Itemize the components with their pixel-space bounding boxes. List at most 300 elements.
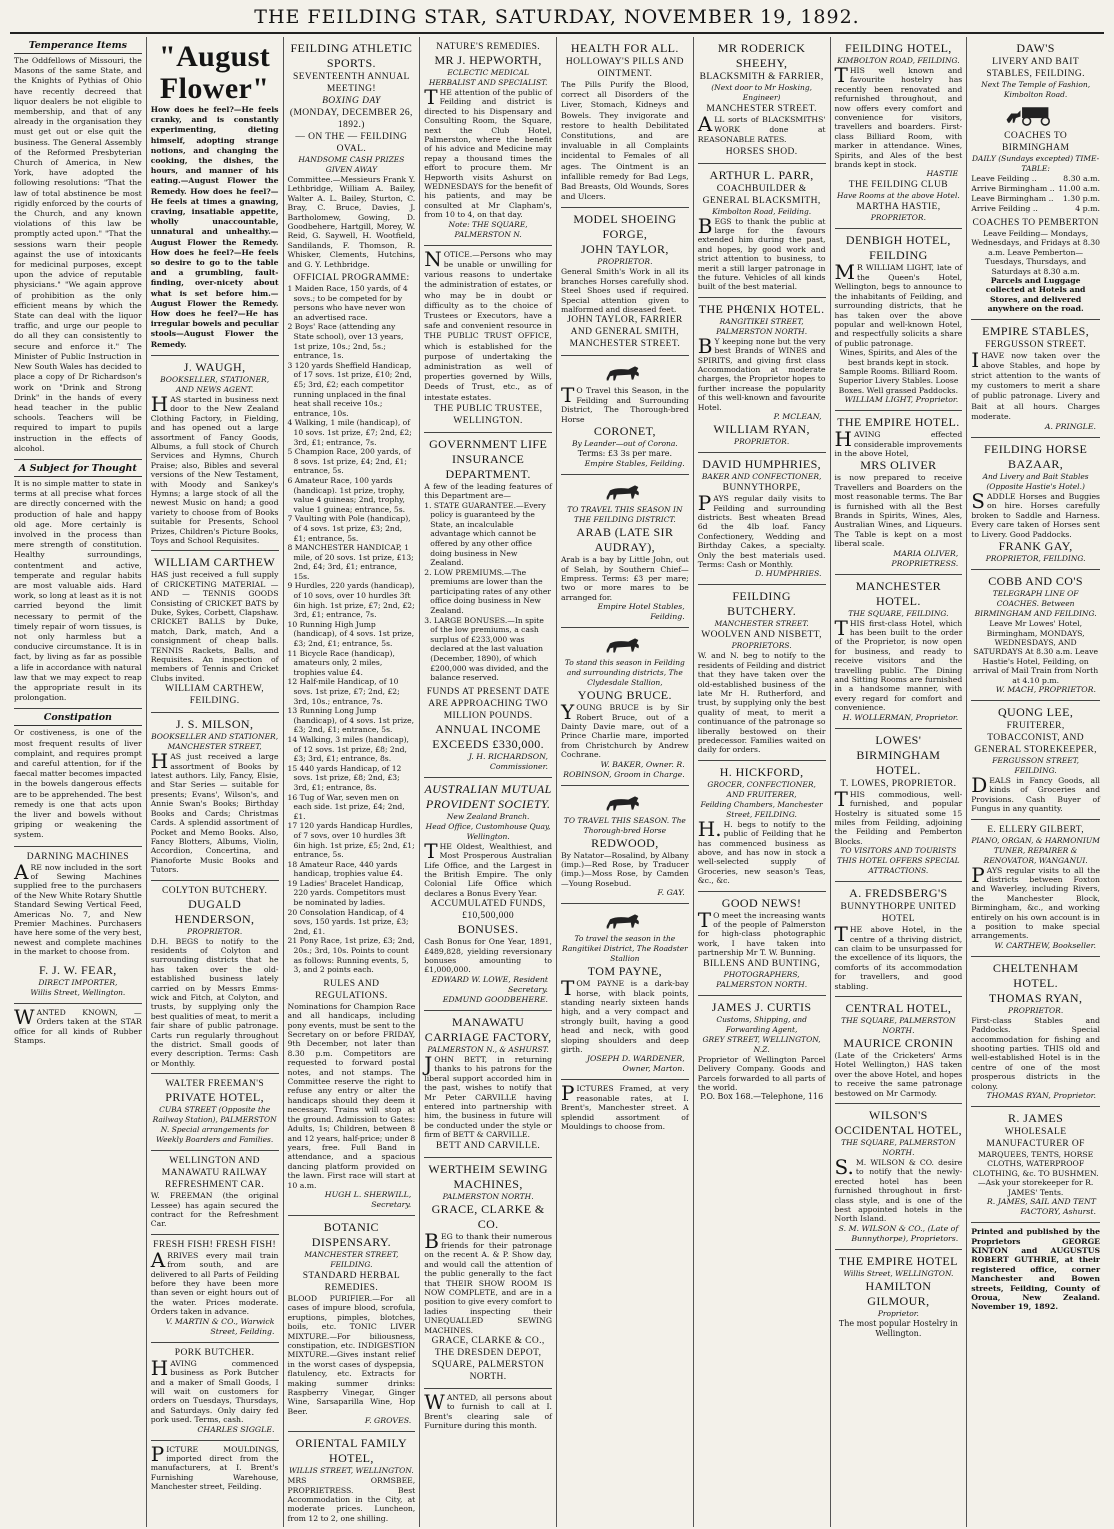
- gilbert-sub: PIANO, ORGAN, & HARMONIUM TUNER, REPAIRER & RENOVATOR, WANGANUI.: [971, 835, 1100, 865]
- oliver-text: is now prepared to receive Travellers and Boarders on the most reasonable terms. The Bar is furnished with all the Best Brands in Spirits, Wines, Ales, Australian Wines, and Liqueurs. The Table is kept on a most liberal scale.: [834, 473, 963, 549]
- taylor-sign: JOHN TAYLOR, FARRIER AND GENERAL SMITH, MANCHESTER STREET.: [567, 315, 683, 350]
- pear-name: F. J. W. FEAR,: [39, 962, 117, 977]
- arab-intro: TO TRAVEL THIS SEASON IN THE FEILDING DISTRICT.: [567, 505, 683, 525]
- freeman-hotel: PRIVATE HOTEL,: [165, 1090, 264, 1105]
- column-4: [420, 37, 557, 1527]
- milson-ad: [151, 713, 279, 880]
- athletic-sports-ad: [288, 37, 416, 1216]
- sports-day: BOXING DAY: [322, 96, 381, 106]
- james-tents-ad: [971, 1107, 1100, 1223]
- darning-text: ARE now included in the sort of Sewing Machines supplied free to the purchasers of the New White Rotary Shuttle Standard Sewing Vertical Feed, Americas No. 7, and New Premier Machines. Purchasers have here some of the very best, newest and complete machines in the market to choose from.: [14, 859, 142, 957]
- botanic-dispensary-ad: [288, 1216, 416, 1432]
- rules-sign: HUGH L. SHERWILL, Secretary.: [324, 1189, 412, 1209]
- fish-sign: V. MARTIN & CO., Warwick Street, Feilding.: [165, 1316, 275, 1336]
- thomas-ryan-sign: THOMAS RYAN, Proprietor.: [986, 1091, 1096, 1101]
- pork-butcher-ad: [151, 1343, 279, 1441]
- constipation-title: Constipation: [14, 713, 142, 726]
- wilson-text: S.M. WILSON & CO. desire to notify that the newly-erected hotel has been furnished throughout in first-class style, and is one of the best appointed hotels in the North Island.: [834, 1155, 963, 1224]
- daws-addr: Next The Temple of Fashion, Kimbolton Road.: [981, 80, 1091, 99]
- sheehy-name: MR RODERICK SHEEHY,: [717, 41, 806, 70]
- govt-item: 3. LARGE BONUSES.—In spite of the low premiums, a cash surplus of £233,000 was declared at the last valuation (December, 1890), of which £200,000 was divided, and the balance reserved.: [424, 615, 549, 683]
- column-3: [284, 37, 421, 1527]
- young-bruce-sign: W. BAKER, Owner. R. ROBINSON, Groom in Charge.: [563, 759, 685, 779]
- young-bruce-intro: To stand this season in Feilding and surrounding districts, The Clydesdale Stallion,: [564, 658, 685, 688]
- govt-item: 1. STATE GUARANTEE.—Every policy is guaranteed by the State, an incalculable advantage which cannot be offered by any other office doing business in New Zealand.: [424, 500, 546, 568]
- grace-text: BEG to thank their numerous friends for their patronage on the recent A. & P. Show day, and would call the attention of the public generally to the fact that THEIR SHOW ROOM IS NOW COMPLETE, and are in a position to give every comfort to ladies inspecting their UNEQUALLED SEWING MACHINES.: [424, 1228, 552, 1335]
- fish-title: FRESH FISH! FRESH FISH!: [153, 1239, 277, 1250]
- sports-title: FEILDING ATHLETIC SPORTS.: [290, 41, 413, 70]
- taylor-sub: PROPRIETOR.: [597, 257, 653, 267]
- fresh-fish-ad: [151, 1235, 279, 1343]
- hickford-addr: Feilding Chambers, Manchester Street, FEILDING.: [700, 799, 823, 819]
- parr-ad: [698, 164, 826, 298]
- income-title: ANNUAL INCOME EXCEEDS £330,000.: [432, 721, 545, 751]
- lowes-hotel-ad: [835, 729, 963, 882]
- sports-prizes: HANDSOME CASH PRIZES GIVEN AWAY: [298, 155, 405, 174]
- denbigh-list: Wines, Spirits, and Ales of the best brands kept in stock. Sample Rooms. Billiard Room. Superior Livery Stables. Loose Boxes. Well grassed Paddocks.: [838, 348, 959, 395]
- programme-item: 12 Half-mile Handicap, of 10 sovs. 1st prize, £7; 2nd, £2; 3rd, 10s.; entrance, 7s.: [287, 677, 400, 706]
- botanic-title: BOTANIC DISPENSARY.: [311, 1219, 391, 1249]
- feilding-hotel-sign: HASTIE: [926, 169, 959, 179]
- fredsberg-sub: BUNNYTHORPE UNITED HOTEL: [840, 902, 957, 925]
- cobb-text: Leave Mr Lowes' Hotel, Birmingham, MONDAYS, WEDNESDAYS, AND SATURDAYS At 8.30 a.m. Leave Hastie's Hotel, Feilding, on arrival of Mail Train from North at 4.10 p.m.: [973, 619, 1099, 685]
- timetable-row: Arrive Birmingham .. 11.00 a.m.: [971, 184, 1100, 193]
- parcels-text: Parcels and Luggage collected at Hotels and Stores, and delivered anywhere on the road.: [985, 276, 1086, 314]
- wanted-text: WANTED KNOWN, — Orders taken at the STAR office for all kinds of Rubber Stamps.: [14, 1004, 142, 1045]
- taylor-name: JOHN TAYLOR,: [580, 242, 669, 257]
- programme-item: 2 Boys' Race (attending any State school), over 13 years, 1st prize, 10s.; 2nd, 5s.; entrance, 1s.: [287, 322, 404, 361]
- notice-text: NOTICE.—Persons who may be unable or unwilling for various reasons to undertake the administration of estates, or who may be in doubt or difficulty as to the choice of Trustees or Executors, have a safe and convenient resource in THE PUBLIC TRUST OFFICE, which is established for the purpose of undertaking the administration as well of properties governed by Wills, Deeds of Trust, etc., as of intestate estates.: [424, 246, 552, 402]
- redwood-sign: F. GAY.: [657, 888, 685, 898]
- wertheim-sub: PALMERSTON NORTH.: [442, 1191, 534, 1201]
- denbigh-sign: WILLIAM LIGHT, Proprietor.: [844, 395, 959, 405]
- gilbert-ad: [971, 820, 1100, 957]
- model-title: MODEL SHOEING FORGE,: [573, 212, 677, 242]
- denbigh-hotel-ad: [835, 229, 963, 411]
- manchester-title: MANCHESTER HOTEL.: [855, 578, 942, 608]
- column-5: [557, 37, 694, 1527]
- arab-text: Arab is a bay by Little John, out of Selah, by Southern Chief—Empress. Terms: £3 per mare; two or more mares to be arranged for.: [561, 555, 689, 602]
- programme-item: 17 120 yards Handicap Hurdles, of 7 sovs, over 10 hurdles 3ft 6in high. 1st prize, £5; 2nd, £1; entrance, 5s.: [287, 821, 415, 860]
- hastie-sub: PROPRIETOR.: [870, 213, 926, 223]
- carthew-text: HAS just received a full supply of CRICKETING MATERIAL — AND — TENNIS GOODS Consisting of CRICKET BATS by Duke, Sykes, Corbett, Clapshaw. CRICKET BALLS by Duke, match, Dark, match, And a consignment of cheap balls. TENNIS Rackets, Balls, and Requisites. An inspection of members of Tennis and Cricket Clubs invited.: [150, 570, 279, 683]
- pork-title: PORK BUTCHER.: [174, 1347, 255, 1358]
- payne-sign: JOSEPH D. WARDENER, Owner, Marton.: [586, 1054, 685, 1074]
- gay-sub: PROPRIETOR, FEILDING.: [985, 554, 1086, 564]
- coach-icon: [1005, 103, 1067, 127]
- coronet-intro: TO Travel this Season, in the Feilding and Surrounding District, The Thorough-bred Horse: [561, 383, 689, 424]
- billens-title: BILLENS AND BUNTING,: [703, 958, 821, 969]
- august-line1: "August: [159, 40, 271, 73]
- funds-title: FUNDS AT PRESENT DATE ARE APPROACHING TWO MILLION POUNDS.: [426, 686, 550, 721]
- carriage-sub: PALMERSTON N., & ASHURST.: [427, 1044, 549, 1054]
- programme-item: 21 Pony Race, 1st prize, £3; 2nd, 20s.; 3rd, 10s. Points to count as follows: Running events, 5, 3, and 2 points each.: [287, 936, 415, 975]
- humphries-sub: BAKER AND CONFECTIONER,: [701, 472, 822, 482]
- rules-title: RULES AND REGULATIONS.: [315, 978, 388, 1001]
- holloway-text: The Pills Purify the Blood, correct all Disorders of the Liver, Stomach, Kidneys and Bowels. They invigorate and restore to health Debilitated Constitutions, and are invaluable in all Complaints incidental to Females of all ages. The Ointment is an infallible remedy for Bad Legs, Bad Breasts, Old Wounds, Sores and Ulcers.: [561, 80, 689, 202]
- pemberton-text: Leave Feilding— Mondays, Wednesdays, and Fridays at 8.30 a.m. Leave Pemberton— Tuesdays, Thursdays, and Saturdays at 8.30 a.m.: [971, 229, 1100, 276]
- darning-title: DARNING MACHINES: [26, 851, 129, 862]
- carthew-sign: WILLIAM CARTHEW, FEILDING.: [165, 684, 265, 707]
- hickford-text: H.H. begs to notify to the public of Feilding that he has commenced business as above, and has now in stock a well-selected supply of Groceries, new season's Teas, &c., &c.: [697, 816, 826, 886]
- empire-wellington-ad: [835, 1250, 963, 1344]
- lowes-text: THIS commodious, well-furnished, and popular Hostelry is situated some 15 miles from Feilding, adjoining the Feilding and Pemberton Blocks.: [834, 786, 963, 846]
- bonuses-title: BONUSES.: [457, 922, 519, 937]
- james-text: MARQUEES, TENTS, HORSE CLOTHS, WATERPROOF CLOTHING, &c. TO BUSHMEN.—Ask your storekeeper for R. JAMES' Tents.: [972, 1150, 1099, 1197]
- empire-text: HAVING effected considerable improvements in the above Hotel,: [834, 427, 963, 458]
- empire-hotel-ad: [835, 411, 963, 574]
- sheehy-ad: [698, 37, 826, 164]
- pictures-framed-ad: [561, 1080, 689, 1136]
- sports-committee: Committee.—Messieurs Frank Y. Lethbridge, William A. Bailey, Walter A. L. Bailey, Sturton, C. Bray, C. Bruce, Davies, J. Bartholomew, Gowing, D. Goodbehere, Hartgill, Morey, W. Reid, G. Saywell, H. Wootfield, Sandilands, F. Thomson, R. Whisker, Clements, Hutchins, and G. Y. Lethbridge.: [287, 175, 416, 269]
- amp-sign: EDWARD W. LOWE, Resident Secretary.: [431, 974, 548, 994]
- grace-sign: GRACE, CLARKE & CO., THE DRESDEN DEPOT, SQUARE, PALMERSTON NORTH.: [431, 1336, 545, 1383]
- coronet-name: CORONET,: [593, 424, 656, 439]
- curtis-text: Proprietor of Wellington Parcel Delivery Company. Goods and Parcels forwarded to all parts of the world.: [697, 1054, 826, 1092]
- hepworth-text: THE attention of the public of Feilding and district is directed to his Dispensary and Consulting Room, the Square, next the Club Hotel, Palmerston, where the benefit of his advice and Medicine may repay a thousand times the effort to procure them. Mr Hepworth visits Ashurst on WEDNESDAYS for the benefit of his patients, and may be consulted at Mr Clapham's, from 10 to 4, on that day.: [424, 85, 552, 220]
- horse-icon: [600, 911, 650, 931]
- hastie-name: MARTHA HASTIE,: [856, 202, 941, 213]
- young-bruce-ad: [561, 628, 689, 785]
- hickford-name: H. HICKFORD,: [719, 764, 804, 779]
- young-bruce-text: YOUNG BRUCE is by Sir Robert Bruce, out of a Dainty Davie mare, out of a Prince Charlie mare, imported from Christchurch by Andrew Cochrane.: [561, 700, 689, 760]
- thomas-ryan-text: First-class Stables and Paddocks. Special accommodation for fishing and shooting parties. THIS old and well-established Hotel is in the centre of one of the most prosperous districts in the colony.: [971, 1015, 1100, 1091]
- carriage-factory-ad: [424, 1011, 552, 1158]
- carthew-name: WILLIAM CARTHEW: [154, 555, 276, 570]
- sports-place: — ON THE — FEILDING OVAL.: [295, 132, 408, 154]
- arab-name: ARAB (LATE SIR AUDRAY),: [576, 525, 674, 555]
- hickford-ad: [698, 761, 826, 892]
- grace-name: GRACE, CLARKE & CO.: [431, 1201, 545, 1231]
- sheehy-text: ALL sorts of BLACKSMITHS' WORK done at REASONABLE RATES.: [697, 112, 826, 145]
- parr-name: ARTHUR L. PARR,: [709, 167, 814, 182]
- oliver-sign: MARIA OLIVER, PROPRIETRESS.: [891, 548, 959, 568]
- pictures-text: PICTURES Framed, at very reasonable rates, at I. Brent's, Manchester street. A splendid assortment of Mouldings to choose from.: [561, 1081, 689, 1132]
- humphries-ad: [698, 453, 826, 585]
- feilding-butchery-ad: [698, 585, 826, 760]
- picture-text: PICTURE MOULDINGS, imported direct from the manufacturers, at I. Brent's Furnishing Warehouse, Manchester street, Feilding.: [150, 1441, 279, 1492]
- cobb-sign: W. MACH, PROPRIETOR.: [995, 684, 1096, 694]
- wanted-ad: [14, 1004, 142, 1051]
- august-text: How does he feel?—He feels cranky, and is constantly experimenting, dieting himself, adopting strange notions, and changing the cooking, the dishes, the hours, and manner of his eating.—August Flower the Remedy. How does he feel?—He feels at times a gnawing, craving, insatiable appetite, wholly unaccountable, unnatural and unhealthy.—August Flower the Remedy. How does he feel?—He feels so desire to go to the table and a grumbling, fault-finding, over-nicety about what is set before him.—August Flower the Remedy. How does he feel?—He has irregular bowels and peculiar stools—August Flower the Remedy.: [150, 105, 279, 349]
- holloway-ad: [561, 37, 689, 208]
- curtis-sub: Customs, Shipping, and Forwarding Agent,: [716, 1014, 807, 1034]
- cobb-title: COBB AND CO'S: [988, 574, 1083, 589]
- shoeing-forge-ad: [561, 208, 689, 356]
- temperance-title: Temperance Items: [14, 41, 142, 54]
- henderson-name: DUGALD HENDERSON,: [174, 896, 255, 926]
- milson-name: J. S. MILSON,: [175, 717, 254, 732]
- wilson-sub: THE SQUARE, PALMERSTON NORTH.: [841, 1138, 956, 1157]
- fredsberg-text: THE above Hotel, in the centre of a thriving district, can claim to be unsurpassed for the excellence of its liquors, the comforts of its accommodation for travellers, and good stabling.: [834, 922, 963, 991]
- billens-sub: PHOTOGRAPHERS, PALMERSTON NORTH.: [716, 969, 808, 989]
- gilbert-text: PAYS regular visits to all the districts between Foxton and Waverley, including Rivers, the Manchester Block, Birmingham, &c., and working entirely on his own account is in a position to make special arrangements.: [971, 862, 1100, 941]
- bonuses-text: Cash Bonus for One Year, 1891, £489,828, yielding reversionary bonuses amounting to £1,000,000.: [424, 937, 552, 975]
- quong-sub: FRUITERER, TOBACCONIST, AND GENERAL STOREKEEPER,: [974, 720, 1097, 755]
- cheltenham-title: CHELTENHAM HOTEL.: [992, 960, 1079, 990]
- redwood-text: By Natator—Rosalind, by Albany (imp.)—Red Rose, by Traducer (imp.)—Moss Rose, by Camden—Young Rosebud.: [561, 850, 689, 888]
- august-flower-ad: [151, 37, 279, 356]
- column-7: [831, 37, 968, 1527]
- bazaar-text: SADDLE Horses and Buggies on hire. Horses carefully broken to Saddle and Harness. Every care taken of Horses sent to Livery. Good Paddocks.: [971, 489, 1100, 539]
- taylor-text: General Smith's Work in all its branches Horses carefully shod. Steel Shoes used if required. Special attention given to malformed and diseased feet.: [561, 267, 689, 315]
- parr-addr: Kimbolton Road, Feilding.: [712, 206, 812, 216]
- butchery-sub: MANCHESTER STREET.: [714, 619, 809, 629]
- freeman-name: WALTER FREEMAN'S: [165, 1079, 265, 1090]
- wertheim-ad: [424, 1158, 552, 1389]
- horse-icon: [600, 793, 650, 813]
- humphries-text: PAYS regular daily visits to Feilding and surrounding districts. Best wheaten Bread 6d the 4lb loaf. Fancy Confectionery, Wedding and Birthday Cakes, a specialty. Only the best materials used. Terms: Cash or Monthly.: [697, 491, 826, 569]
- club-title: THE FEILDING CLUB: [848, 180, 948, 191]
- darning-machines-ad: [14, 847, 142, 1004]
- holloway-title: HOLLOWAY'S PILLS AND OINTMENT.: [565, 57, 684, 79]
- amp-society-ad: [424, 778, 552, 1011]
- empire2-title: THE EMPIRE HOTEL: [838, 1253, 958, 1268]
- ryan-sub: PROPRIETOR.: [734, 437, 790, 447]
- waugh-text: HAS started in business next door to the New Zealand Clothing Factory, in Fielding, and has opened out a large assortment of Fancy Goods, Albums, a full stock of Church Services and Hymns, Church Praise; also, Bibles and several versions of the New Testament, with Moody and Sankey's Hymns; a large stock of all the newest Music on hand; a good variety to choose from of Books suitable for Presents, School Prizes, Children's Picture Books, Toys and School Requisites.: [150, 391, 279, 545]
- empire2-sub: Willis Street, WELLINGTON.: [843, 1268, 954, 1278]
- goodnews-text: TO meet the increasing wants of the people of Palmerston for high-class photographic work, I have taken into partnership Mr T. W. Bunning.: [697, 907, 826, 958]
- pork-sign: CHARLES SIGGLE.: [197, 1424, 275, 1434]
- pork-text: HAVING commenced business as Pork Butcher and a maker of Small Goods, I will wait on customers for orders on Tuesdays, Thursdays, and Saturdays. Only dairy fed pork used. Terms, cash.: [150, 1355, 279, 1425]
- refresh-title: WELLINGTON AND MANAWATU RAILWAY REFRESHMENT CAR.: [161, 1156, 268, 1191]
- parr-text: BEGS to thank the public at large for the favours extended him during the past, and hopes, by good work and strict attention to business, to merit a still larger patronage in the future. Vehicles of all kinds built of the best material.: [697, 213, 826, 292]
- govt-title: GOVERNMENT LIFE INSURANCE DEPARTMENT.: [429, 436, 548, 481]
- lowes-title: LOWES' BIRMINGHAM HOTEL.: [856, 732, 941, 777]
- james-title: R. JAMES: [1008, 1111, 1064, 1126]
- programme-item: 5 Champion Race, 200 yards, of 8 sovs. 1st prize, £4; 2nd, £1; entrance, 5s.: [287, 447, 411, 476]
- wertheim-title: WERTHEIM SEWING MACHINES,: [428, 1161, 548, 1191]
- hepworth-sub: ECLECTIC MEDICAL HERBALIST AND SPECIALIST.: [428, 68, 548, 87]
- empire-title: THE EMPIRE HOTEL.: [837, 415, 960, 430]
- arab-sign: Empire Hotel Stables, Feilding.: [597, 602, 685, 622]
- temperance-items: [14, 37, 142, 460]
- club-sub: Have Rooms at the above Hotel.: [836, 191, 960, 201]
- central-hotel-ad: [835, 997, 963, 1104]
- thomas-ryan-name: THOMAS RYAN,: [988, 990, 1083, 1005]
- payne-text: TOM PAYNE is a dark-bay horse, with black points, standing nearly sixteen hands high, and a very compact and strongly built, having a good head and neck, with good sloping shoulders and deep girth.: [561, 976, 689, 1055]
- programme-item: 13 Running Long Jump (handicap), of 4 sovs. 1st prize, £3; 2nd, £1; entrance, 5s.: [287, 706, 415, 735]
- nature-title: NATURE'S REMEDIES.: [436, 42, 541, 52]
- horse-icon: [600, 363, 650, 383]
- programme-item: 4 Walking, 1 mile (handicap), of 10 sovs. 1st prize, £7; 2nd, £2; 3rd, £1; entrance, 7s.: [287, 418, 412, 447]
- amp-office: Head Office, Customhouse Quay, Wellington.: [425, 821, 551, 841]
- oriental-hotel-ad: [288, 1432, 416, 1527]
- empire-stables-sign: A. PRINGLE.: [1044, 422, 1096, 432]
- printed-text: Printed and published by the Proprietors GEORGE KINTON and AUGUSTUS ROBERT GUTHRIE, at their registered office, corner Manchester and Bowen streets, Feilding, County of Oroua, New Zealand. November 19, 1892.: [971, 1227, 1100, 1312]
- amp-title: AUSTRALIAN MUTUAL PROVIDENT SOCIETY.: [424, 781, 552, 811]
- daws-stables-ad: [971, 37, 1100, 320]
- programme-item: 16 Tug of War, seven men on each side. 1st prize, £4; 2nd, £1.: [287, 792, 405, 821]
- coaches-sub: DAILY (Sundays excepted) TIME-TABLE:: [972, 154, 1100, 173]
- picture-mouldings-ad: [151, 1441, 279, 1497]
- gilmour-sub: Proprietor.: [877, 1308, 919, 1318]
- freeman-hotel-ad: [151, 1074, 279, 1151]
- quong-lee-ad: [971, 701, 1100, 820]
- woolven-text: W. and N. beg to notify to the residents of Feilding and district that they have taken over the old-established business of the late Mr H. Rutherford, and trust, by supplying only the best quality of meat, to merit a continuance of the patronage so liberally bestowed on their predecessor. Families waited on daily for orders.: [697, 651, 826, 755]
- pear-line2: Willis Street, Wellington.: [30, 987, 126, 997]
- columns: [10, 37, 1104, 1527]
- quong-addr: FERGUSSON STREET, FEILDING.: [992, 755, 1080, 775]
- hickford-sub: GROCER, CONFECTIONER, AND FRUITERER,: [707, 779, 816, 799]
- daws-title: DAW'S: [1016, 41, 1055, 55]
- lowes-offers: TO VISITORS AND TOURISTS THIS HOTEL OFFERS SPECIAL ATTRACTIONS.: [837, 846, 960, 876]
- gilbert-name: E. ELLERY GILBERT,: [987, 824, 1085, 835]
- coaches-title: COACHES TO BIRMINGHAM: [1001, 131, 1070, 153]
- amp-text: THE Oldest, Wealthiest, and Most Prosperous Australian Life Office, and the Largest in the British Empire. The only Colonial Life Office which declares a Bonus Every Year.: [424, 838, 552, 898]
- thomas-ryan-sub: PROPRIETOR.: [1008, 1005, 1064, 1015]
- masthead-rule: [10, 32, 1104, 34]
- gilmour-name: HAMILTON GILMOUR,: [865, 1278, 932, 1308]
- quong-title: QUONG LEE,: [997, 704, 1074, 719]
- empire-stables-ad: [971, 320, 1100, 438]
- daws-sub: LIVERY AND BAIT STABLES, FEILDING.: [986, 57, 1085, 79]
- fredsberg-title: A. FREDSBERG'S: [849, 886, 948, 901]
- james-sign: R. JAMES, SAIL AND TENT FACTORY, Ashurst.: [986, 1197, 1096, 1217]
- trust-sign: THE PUBLIC TRUSTEE, WELLINGTON.: [433, 403, 543, 426]
- column-2: [147, 37, 284, 1527]
- herbal-sign: F. GROVES.: [364, 1416, 412, 1426]
- sports-sub: SEVENTEENTH ANNUAL MEETING!: [293, 72, 410, 94]
- programme-item: 15 440 yards Handicap, of 12 sovs. 1st prize, £8; 2nd, £3; 3rd, £1; entrance, 8s.: [287, 763, 402, 792]
- redwood-name: REDWOOD,: [591, 835, 659, 850]
- ryan-name: WILLIAM RYAN,: [713, 422, 810, 437]
- subject-title: A Subject for Thought: [14, 464, 142, 477]
- waugh-sub: BOOKSELLER, STATIONER, AND NEWS AGENT.: [160, 374, 270, 394]
- masthead: THE FEILDING STAR, SATURDAY, NOVEMBER 19, 1892.: [254, 6, 860, 28]
- feilding-hotel-sub: KIMBOLTON ROAD, FEILDING.: [837, 56, 960, 65]
- feilding-hotel-ad: [835, 37, 963, 229]
- parr-sub: COACHBUILDER & GENERAL BLACKSMITH,: [702, 183, 821, 206]
- carthew-ad: [151, 551, 279, 713]
- coronet-sign: Empire Stables, Feilding.: [584, 459, 685, 469]
- curtis-ad: [698, 996, 826, 1108]
- column-6: [694, 37, 831, 1527]
- humphries-sign: D. HUMPHRIES.: [754, 569, 822, 579]
- feilding-hotel-text: THIS well known and favourite hostelry has recently been renovated and refurnished throughout, and now offers every comfort and convenience for visitors, travellers and boarders. First-class Billiard Room, with marker in attendance. Wines, Spirits, and Ales of the best brands kept in stock.: [834, 63, 963, 170]
- govt-list: [424, 501, 552, 683]
- coronet-sire: By Leander—out of Corona.: [572, 439, 678, 449]
- wilson-hotel-ad: [835, 1104, 963, 1250]
- phoenix-sub: RANGITIKEI STREET, PALMERSTON NORTH.: [716, 316, 808, 336]
- timetable-row: Leave Feilding .. 8.30 a.m.: [971, 174, 1100, 183]
- oriental-text: MRS ORMSBEE, PROPRIETRESS. Best Accommodation in the City, at moderate prices. Luncheon, from 12 to 2, one shilling.: [287, 1476, 416, 1523]
- curtis-name: JAMES J. CURTIS: [711, 999, 812, 1014]
- manchester-sub: THE SQUARE, FEILDING.: [848, 608, 949, 618]
- temperance-text: The Oddfellows of Missouri, the Masons of the same State, and the Knights of Pythias of Ohio have recently decreed that liquor dealers be not eligible to membership, and that of any already in the organisation they must get out or else quit the business. The General Assembly of the Reformed Presbyterian Church of America, in New York, have adopted the following resolutions: "That the law of total abstinence be most rigidly enforced by the courts of the Church, and any known violations of this law be promptly acted upon." "That the sessions warn their people against the use of intoxicants for medicinal purposes, except upon the advice of reputable physicians." "We again approve of prohibition as the only efficient means by which the State can deal with the liquor traffic, and urge our people to do all they can consistently to secure and enforce it." The Minister of Public Instruction in New South Wales has decided to place a copy of Dr Richardson's work on "Drink and Strong Drink" in the hands of every head teacher in the public schools. Teachers will be required to impart to pupils instruction in the effects of alcohol.: [14, 56, 142, 453]
- government-insurance-ad: [424, 433, 552, 778]
- cheltenham-hotel-ad: [971, 957, 1100, 1107]
- carriage-sign: BETT AND CARVILLE.: [436, 1140, 541, 1151]
- gilbert-sign: W. CARTHEW, Bookseller.: [994, 940, 1096, 950]
- botanic-sub: MANCHESTER STREET, FEILDING.: [304, 1249, 399, 1269]
- phoenix-hotel-ad: [698, 298, 826, 453]
- arab-ad: [561, 475, 689, 628]
- subject-for-thought: [14, 460, 142, 709]
- public-trust-ad: [424, 246, 552, 433]
- lowes-sub: T. LOWES, PROPRIETOR.: [840, 778, 957, 789]
- govt-text: A few of the leading features of this Department are—: [424, 481, 552, 501]
- waugh-ad: [151, 356, 279, 552]
- humphries-place: BUNNYTHORPE,: [722, 483, 801, 494]
- furnish-wanted-ad: [424, 1389, 552, 1436]
- sports-date: (MONDAY, DECEMBER 26, 1892.): [289, 108, 413, 130]
- refresh-text: W. FREEMAN (the original Lessee) has again secured the contract for the Refreshment Car.: [150, 1191, 279, 1229]
- waugh-name: J. WAUGH,: [183, 359, 246, 374]
- oriental-title: ORIENTAL FAMILY HOTEL,: [295, 1436, 408, 1466]
- hepworth-note: Note: THE SQUARE, PALMERSTON N.: [448, 219, 528, 239]
- manchester-text: THIS first-class Hotel, which has been built to the order of the Proprietor, is now open for business, and ready to receive visitors and the travelling public. The Dining and Sitting Rooms are furnished in a handsome manner, with every regard for comfort and convenience.: [834, 615, 963, 713]
- denbigh-text: MR WILLIAM LIGHT, late of the Queen's Hotel, Wellington, begs to announce to the inhabitants of Feilding, and surrounding districts, that he has taken over the above popular and well-known Hotel, and respectfully solicits a share of public patronage.: [834, 260, 963, 348]
- manchester-sign: H. WOLLERMAN, Proprietor.: [842, 712, 959, 722]
- timetable-row: Leave Birmingham .. 1.30 p.m.: [971, 194, 1100, 203]
- timetable-row: Arrive Feilding .. 4 p.m.: [971, 204, 1100, 213]
- programme-item: 18 Amateur Race, 440 yards handicap, trophies value £4.: [287, 859, 403, 879]
- programme-item: 3 120 yards Sheffield Handicap, of 17 sovs. 1st prize, £10; 2nd, £5; 3rd, £2; each competitor running unplaced in the final heat shall receive 10s.; entrance, 10s.: [287, 360, 412, 418]
- good-news-ad: [698, 892, 826, 996]
- feilding-hotel-title: FEILDING HOTEL,: [845, 41, 952, 55]
- pemberton-title: COACHES TO PEMBERTON: [972, 218, 1099, 228]
- phoenix-sign: P. MCLEAN,: [773, 412, 822, 422]
- milson-sub: BOOKSELLER AND STATIONER, MANCHESTER STREET,: [151, 732, 279, 752]
- henderson-text: D.H. BEGS to notify to the residents of Colyton and surrounding districts that he has taken over the old-established business lately carried on by Messrs Emms-wick and Fitch, at Colyton, and trusts, by supplying only the best qualities of meat, to merit a fair share of public patronage. Carts run regularly throughout the district. Small goods of every description. Terms: Cash or Monthly.: [150, 936, 279, 1068]
- horses-shod: HORSES SHOD.: [725, 146, 798, 157]
- programme-item: 1 Maiden Race, 150 yards, of 4 sovs.; to be competed for by persons who have never won an advertised race.: [287, 284, 408, 322]
- programme-item: 6 Amateur Race, 100 yards (handicap). 1st prize, trophy, value 4 guineas; 2nd, trophy, value 1 guinea; entrance, 5s.: [287, 475, 406, 514]
- programme-item: 8 MANCHESTER HANDICAP, 1 mile, of 20 sovs. 1st prize, £13; 2nd, £4; 3rd, £1; entrance, 15s.: [287, 543, 414, 581]
- cronin-name: MAURICE CRONIN: [843, 1035, 954, 1050]
- wilson-sign: S. M. WILSON & CO., (Late of Bunnythorpe), Proprietors.: [838, 1223, 959, 1243]
- sheehy-addr: (Next door to Mr Hosking, Engineer): [711, 83, 813, 102]
- empire-stables-text: IHAVE now taken over the above Stables, and hope by strict attention to the wants of my customers to merit a share of public patronage. Livery and Bait at all hours. Charges moderate.: [971, 347, 1100, 421]
- govt-item: 2. LOW PREMIUMS.—The premiums are lower than the participating rates of any other office doing business in New Zealand.: [424, 567, 552, 616]
- horse-icon: [600, 482, 650, 502]
- payne-name: TOM PAYNE,: [587, 964, 662, 979]
- cobb-coaches-ad: [971, 570, 1100, 701]
- oliver-name: MRS OLIVER: [860, 458, 937, 473]
- programme-item: 7 Vaulting with Pole (handicap), of 4 sovs. 1st prize, £3; 2nd, £1; entrance, 5s.: [287, 514, 411, 543]
- central-title: CENTRAL HOTEL,: [845, 1000, 952, 1015]
- constipation-text: Or costiveness, is one of the most frequent results of liver complaint, and requires prompt and careful attention, for if the faecal matter becomes impacted in the bowels dangerous effects are to be apprehended. The best remedy is one that acts upon the liver and bowels without griping or weakening the system.: [14, 728, 142, 840]
- programme-item: 19 Ladies' Bracelet Handicap, 220 yards. Competitors must be nominated by ladies.: [287, 878, 406, 908]
- constipation-article: [14, 709, 142, 846]
- sheehy-street: MANCHESTER STREET.: [706, 104, 817, 114]
- bazaar-sub: And Livery and Bait Stables (Opposite Hastie's Hotel.): [982, 472, 1089, 492]
- column-8: [967, 37, 1104, 1527]
- humphries-name: DAVID HUMPHRIES,: [702, 457, 822, 472]
- manchester-hotel-ad: [835, 575, 963, 729]
- herbal-title: STANDARD HERBAL REMEDIES.: [302, 1270, 401, 1293]
- programme-item: 14 Walking, 3 miles (handicap), of 12 sovs. 1st prize, £8; 2nd, £3; 3rd, £1; entrance, 8s.: [287, 734, 409, 764]
- young-bruce-name: YOUNG BRUCE.: [577, 688, 672, 703]
- cobb-sub: TELEGRAPH LINE OF COACHES. Between BIRMINGHAM AND FEILDING.: [974, 589, 1097, 619]
- empire-stables-sub: FERGUSSON STREET.: [985, 339, 1087, 350]
- wilson-title: WILSON'S OCCIDENTAL HOTEL,: [834, 1108, 963, 1137]
- bazaar-title: FEILDING HORSE BAZAAR,: [983, 442, 1088, 472]
- gay-name: FRANK GAY,: [998, 539, 1073, 554]
- woolven-sub: PROPRIETORS.: [731, 641, 792, 651]
- hepworth-name: MR J. HEPWORTH,: [434, 53, 542, 67]
- gilmour-text: The most popular Hostelry in Wellington.: [838, 1318, 958, 1338]
- oriental-sub: WILLIS STREET, WELLINGTON.: [288, 1466, 414, 1476]
- pear-line1: DIRECT IMPORTER,: [38, 977, 118, 987]
- govt-sign: J. H. RICHARDSON, Commissioner.: [468, 751, 548, 771]
- butchery-title: FEILDING BUTCHERY.: [727, 589, 797, 619]
- henderson-sub: PROPRIETOR.: [187, 926, 243, 936]
- herbal-text: BLOOD PURIFIER.—For all cases of impure blood, scrofula, eruptions, pimples, blotches, boils, etc. TONIC LIVER MIXTURE.—For biliousness, constipation, etc. INDIGESTION MIXTURE.—Gives instant relief in the worst cases of dyspepsia, flatulency, etc. Extracts for making summer drinks: Raspberry Vinegar, Ginger Wine, Sarsaparilla Wine, Hop Beer.: [287, 1293, 416, 1416]
- woolven-name: WOOLVEN AND NISBETT,: [701, 630, 822, 641]
- programme-item: 10 Running High Jump (handicap), of 4 sovs. 1st prize, £3; 2nd, £1; entrance, 5s.: [287, 619, 415, 649]
